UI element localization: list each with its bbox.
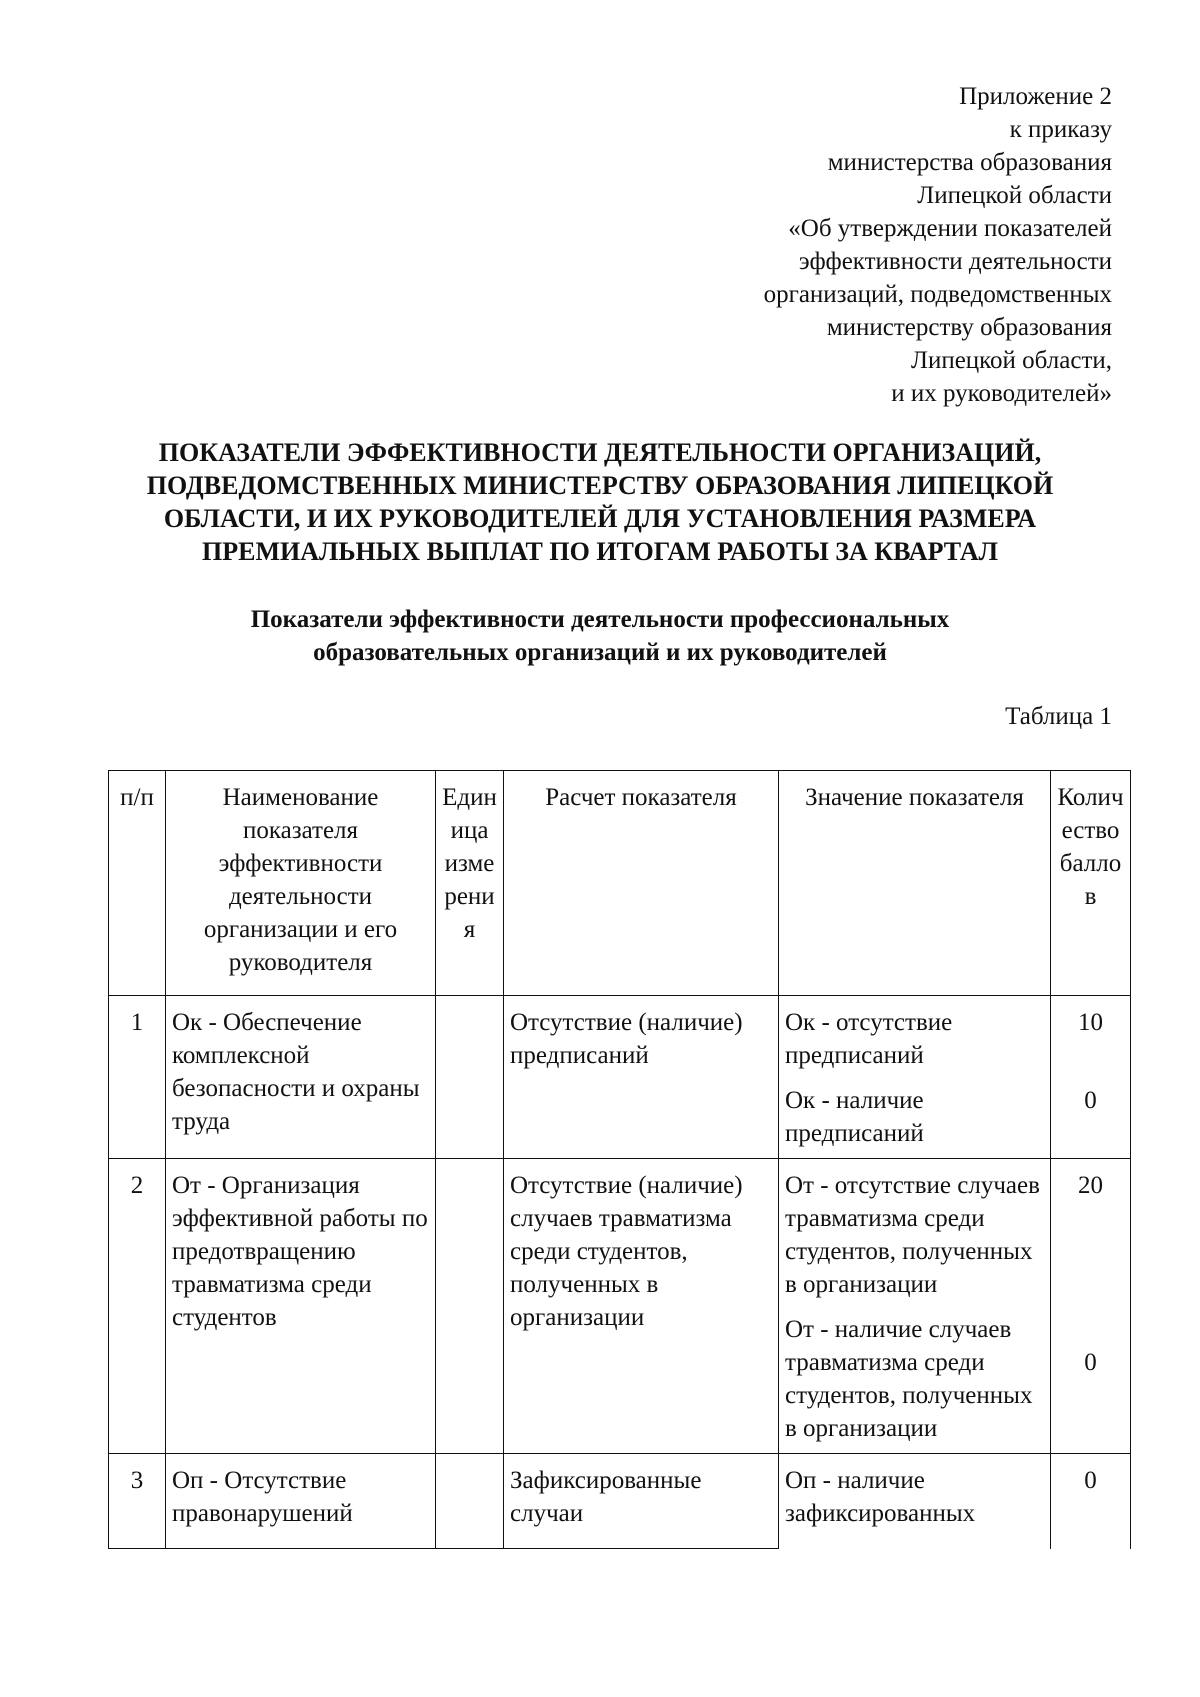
points-value: 0 <box>1084 1349 1097 1376</box>
subtitle-line: образовательных организаций и их руководителей <box>313 639 887 666</box>
row-unit <box>436 1159 504 1454</box>
appendix-block <box>552 80 1112 410</box>
row-points <box>1051 1159 1131 1454</box>
table-label: Таблица 1 <box>1005 703 1112 730</box>
row-calc: Отсутствие (наличие) случаев травматизма среди студентов, полученных в организации <box>504 1159 779 1454</box>
row-calc: Отсутствие (наличие) предписаний <box>504 996 779 1159</box>
value-option: От - отсутствие случаев травматизма среди студентов, полученных в организации <box>785 1172 1040 1298</box>
row-values <box>779 996 1051 1159</box>
header-points: Количество баллов <box>1051 771 1131 996</box>
row-points <box>1051 1454 1131 1549</box>
row-name: От - Организация эффективной работы по предотвращению травматизма среди студентов <box>166 1159 436 1454</box>
row-num: 1 <box>109 996 166 1159</box>
value-option: Ок - наличие предписаний <box>785 1087 924 1147</box>
title-line: ПОДВЕДОМСТВЕННЫХ МИНИСТЕРСТВУ ОБРАЗОВАНИЯ ЛИПЕЦКОЙ <box>146 471 1054 500</box>
row-calc: Зафиксированные случаи <box>504 1454 779 1549</box>
appendix-line: и их руководителей» <box>891 380 1112 407</box>
row-unit <box>436 1454 504 1549</box>
appendix-line: Липецкой области, <box>910 347 1112 374</box>
row-values <box>779 1454 1051 1549</box>
points-value: 0 <box>1084 1467 1097 1494</box>
value-option: Оп - наличие зафиксированных <box>785 1467 976 1527</box>
table-row <box>109 1159 1131 1454</box>
appendix-line: министерству образования <box>826 314 1112 341</box>
row-name: Ок - Обеспечение комплексной безопасности и охраны труда <box>166 996 436 1159</box>
header-name: Наименование показателя эффективности деятельности организации и его руководителя <box>166 771 436 996</box>
points-value: 0 <box>1084 1087 1097 1114</box>
document-title <box>60 436 1140 568</box>
title-line: ПОКАЗАТЕЛИ ЭФФЕКТИВНОСТИ ДЕЯТЕЛЬНОСТИ ОРГАНИЗАЦИЙ, <box>158 438 1042 467</box>
subtitle-line: Показатели эффективности деятельности профессиональных <box>250 606 950 633</box>
value-option: От - наличие случаев травматизма среди студентов, полученных в организации <box>785 1316 1033 1442</box>
row-values <box>779 1159 1051 1454</box>
appendix-line: организаций, подведомственных <box>763 281 1112 308</box>
appendix-line: министерства образования <box>827 149 1112 176</box>
header-unit: Единица измерения <box>436 771 504 996</box>
row-num: 3 <box>109 1454 166 1549</box>
value-option: Ок - отсутствие предписаний <box>785 1009 953 1069</box>
document-subtitle <box>60 603 1140 669</box>
title-line: ПРЕМИАЛЬНЫХ ВЫПЛАТ ПО ИТОГАМ РАБОТЫ ЗА КВАРТАЛ <box>202 537 998 566</box>
appendix-line: Липецкой области <box>917 182 1112 209</box>
row-name: Оп - Отсутствие правонарушений <box>166 1454 436 1549</box>
points-value: 10 <box>1078 1009 1103 1036</box>
title-line: ОБЛАСТИ, И ИХ РУКОВОДИТЕЛЕЙ ДЛЯ УСТАНОВЛЕНИЯ РАЗМЕРА <box>163 504 1037 533</box>
indicators-table <box>108 770 1131 1549</box>
row-points <box>1051 996 1131 1159</box>
appendix-line: к приказу <box>1009 116 1112 143</box>
table-row <box>109 1454 1131 1549</box>
appendix-line: «Об утверждении показателей <box>788 215 1112 242</box>
table-row <box>109 996 1131 1159</box>
points-value: 20 <box>1078 1172 1103 1199</box>
header-num: п/п <box>109 771 166 996</box>
header-value: Значение показателя <box>779 771 1051 996</box>
header-calc: Расчет показателя <box>504 771 779 996</box>
appendix-line: Приложение 2 <box>959 83 1112 110</box>
row-unit <box>436 996 504 1159</box>
row-num: 2 <box>109 1159 166 1454</box>
table-header-row <box>109 771 1131 996</box>
appendix-line: эффективности деятельности <box>798 248 1112 275</box>
